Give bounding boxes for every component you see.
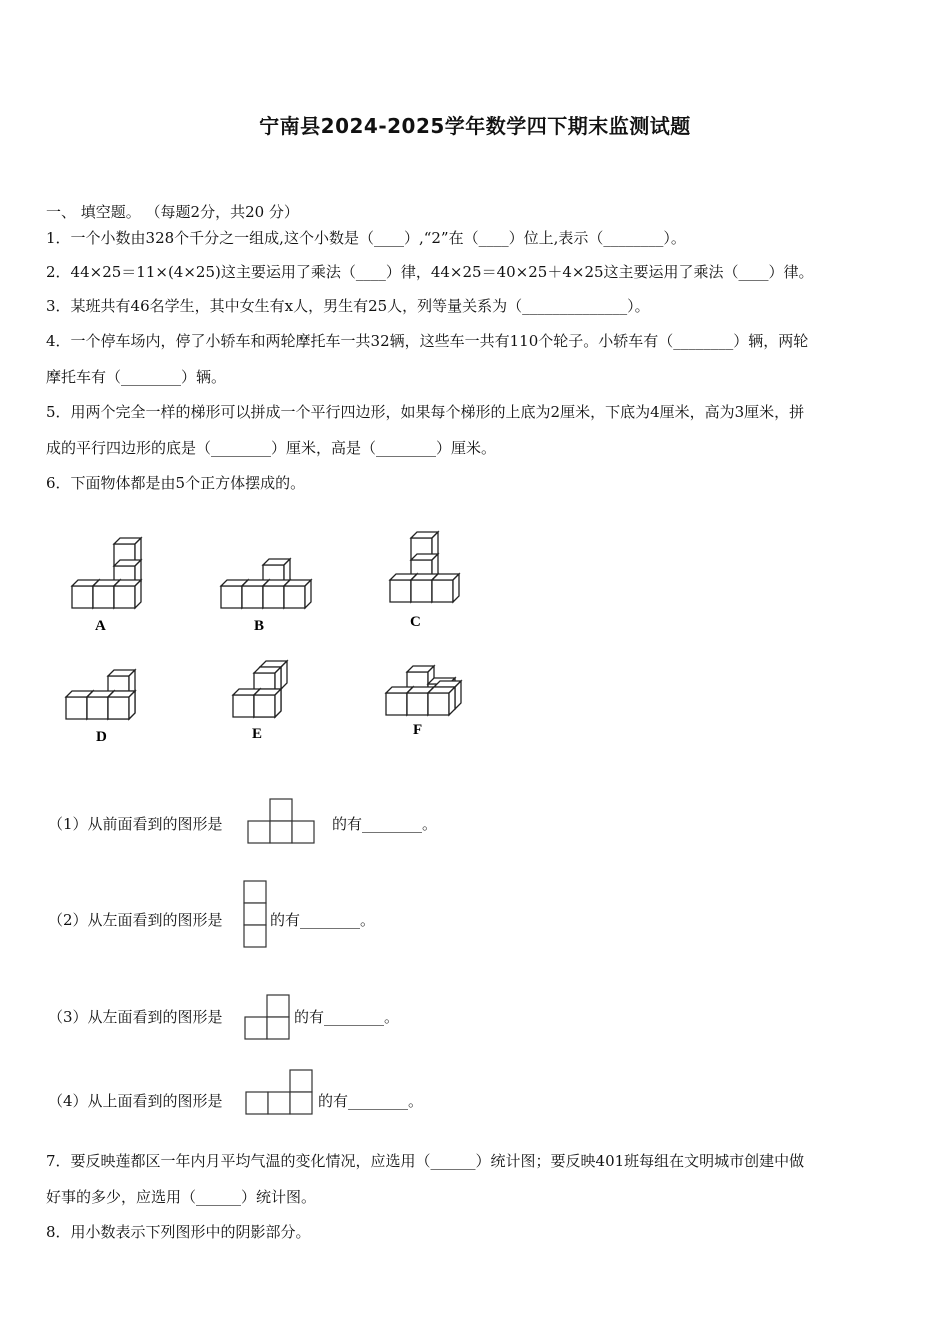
section-heading: 一、 填空题。 （每题2分，共20 分） xyxy=(46,203,299,221)
question-7-line-1: 7．要反映莲都区一年内月平均气温的变化情况，应选用（______）统计图；要反映401班每组在文明城市创建中做 xyxy=(46,1152,805,1170)
figure-e xyxy=(233,661,287,742)
left-view-tall-shape xyxy=(242,879,270,949)
sub-question-4-suffix: 的有________。 xyxy=(318,1092,424,1110)
question-8: 8．用小数表示下列图形中的阴影部分。 xyxy=(46,1223,311,1241)
sub-question-2-prefix: （2）从左面看到的图形是 xyxy=(48,911,223,929)
figure-label-a: A xyxy=(95,618,106,634)
sub-question-1-suffix: 的有________。 xyxy=(332,815,438,833)
sub-question-1-prefix: （1）从前面看到的图形是 xyxy=(48,815,223,833)
question-4-line-1: 4．一个停车场内，停了小轿车和两轮摩托车一共32辆，这些车一共有110个轮子。小轿车有（________）辆，两轮 xyxy=(46,332,809,350)
cube-figures xyxy=(40,520,500,760)
figure-label-f: F xyxy=(413,722,423,738)
top-view-shape xyxy=(244,1068,316,1116)
question-7-line-2: 好事的多少，应选用（______）统计图。 xyxy=(46,1188,317,1206)
figure-c xyxy=(390,532,459,630)
figure-f xyxy=(386,666,461,738)
sub-question-3-prefix: （3）从左面看到的图形是 xyxy=(48,1008,223,1026)
front-view-shape xyxy=(246,798,316,844)
figure-a xyxy=(72,538,141,634)
sub-question-1 xyxy=(48,814,223,834)
figure-label-b: B xyxy=(254,618,265,634)
question-4-line-2: 摩托车有（________）辆。 xyxy=(46,368,227,386)
sub-question-4 xyxy=(48,1091,223,1111)
figure-label-e: E xyxy=(252,726,263,742)
question-5-line-1: 5．用两个完全一样的梯形可以拼成一个平行四边形，如果每个梯形的上底为2厘米，下底为4厘米，高为3厘米，拼 xyxy=(46,403,805,421)
question-5-line-2: 成的平行四边形的底是（________）厘米，高是（________）厘米。 xyxy=(46,439,497,457)
question-3: 3．某班共有46名学生，其中女生有x人，男生有25人，列等量关系为（______________）。 xyxy=(46,297,650,315)
left-view-l-shape xyxy=(243,993,291,1041)
question-1: 1．一个小数由328个千分之一组成,这个小数是（____）,“2”在（____）位上,表示（________）。 xyxy=(46,229,686,247)
sub-question-3 xyxy=(48,1007,223,1027)
question-2: 2．44×25＝11×(4×25)这主要运用了乘法（____）律，44×25＝40×25＋4×25这主要运用了乘法（____）律。 xyxy=(46,263,814,281)
figure-b xyxy=(221,559,311,634)
sub-question-4-prefix: （4）从上面看到的图形是 xyxy=(48,1092,223,1110)
figure-label-c: C xyxy=(410,614,421,630)
page-title: 宁南县2024-2025学年数学四下期末监测试题 xyxy=(259,114,691,138)
figure-label-d: D xyxy=(96,729,107,745)
sub-question-2 xyxy=(48,910,223,930)
sub-question-3-suffix: 的有________。 xyxy=(294,1008,400,1026)
figure-d xyxy=(66,670,135,745)
sub-question-2-suffix: 的有________。 xyxy=(270,911,376,929)
question-6: 6．下面物体都是由5个正方体摆成的。 xyxy=(46,474,306,492)
